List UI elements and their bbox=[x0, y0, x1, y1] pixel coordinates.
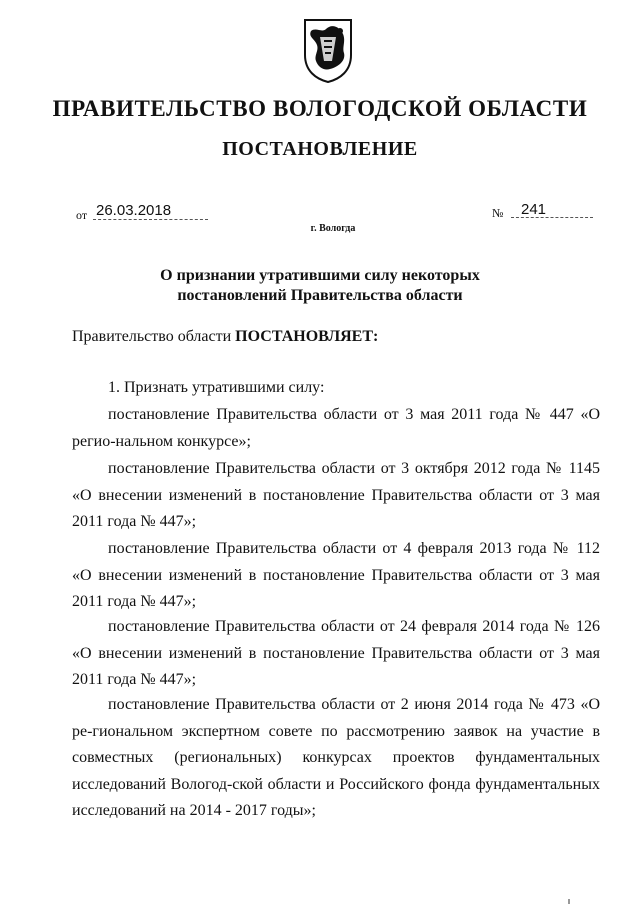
preamble bbox=[72, 328, 378, 346]
date-underline bbox=[93, 219, 208, 220]
date-prefix: от bbox=[76, 208, 88, 222]
paragraph: постановление Правительства области от 2 июня 2014 года № 473 «О ре-гиональном экспертном совете по рассмотрению заявок на участие в совместных (региональных) конкурсах проектов фундаментальных исследований Вологод-ской области и Российского фонда фундаментальных исследований на 2014 - 2017 годы»; bbox=[72, 696, 600, 819]
paragraph: постановление Правительства области от 3 октября 2012 года № 1145 «О внесении изменений в постановление Правительства области от 3 мая 2011 года № 447»; bbox=[72, 460, 600, 530]
paragraph: постановление Правительства области от 24 февраля 2014 года № 126 «О внесении изменений в постановление Правительства области от 3 мая 2011 года № 447»; bbox=[72, 618, 600, 688]
city: г. Вологда bbox=[310, 223, 356, 234]
document-subject bbox=[0, 266, 640, 306]
document-type: ПОСТАНОВЛЕНИЕ bbox=[222, 138, 418, 160]
subject-line-1: О признании утратившими силу некоторых bbox=[160, 267, 480, 284]
document-date: 26.03.2018 bbox=[96, 202, 172, 219]
preamble-text: Правительство области bbox=[72, 328, 232, 345]
paragraph: постановление Правительства области от 3 мая 2011 года № 447 «О регио-нальном конкурсе»; bbox=[72, 406, 600, 450]
coat-of-arms-icon bbox=[302, 17, 354, 83]
paragraph: постановление Правительства области от 4 февраля 2013 года № 112 «О внесении изменений в постановление Правительства области от 3 мая 2011 года № 447»; bbox=[72, 540, 600, 610]
item-1-heading: 1. Признать утратившими силу: bbox=[108, 379, 325, 396]
preamble-emphasis: ПОСТАНОВЛЯЕТ: bbox=[235, 328, 379, 345]
document-number: 241 bbox=[521, 201, 547, 218]
number-prefix: № bbox=[492, 206, 504, 220]
government-title: ПРАВИТЕЛЬСТВО ВОЛОГОДСКОЙ ОБЛАСТИ bbox=[52, 96, 588, 121]
subject-line-2: постановлений Правительства области bbox=[177, 287, 463, 304]
scan-mark bbox=[568, 899, 570, 904]
